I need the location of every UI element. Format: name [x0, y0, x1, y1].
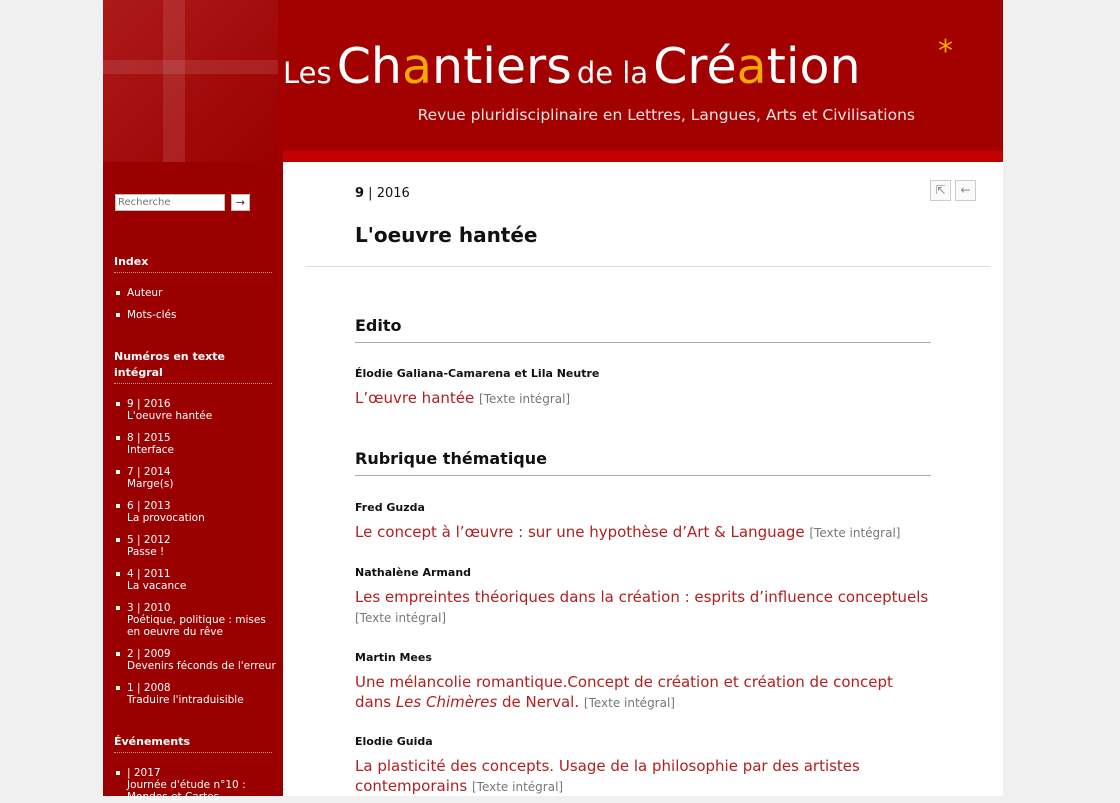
article-title-link[interactable]: L’œuvre hantée — [355, 389, 475, 407]
nav-previous-button[interactable] — [955, 180, 976, 201]
site-title-link[interactable] — [283, 34, 953, 95]
issue-link[interactable] — [116, 500, 276, 524]
issue-link[interactable] — [116, 648, 276, 672]
header-decoration-bar — [163, 0, 185, 162]
article-author[interactable]: Fred Guzda — [355, 501, 425, 514]
issue-title: Marge(s) — [127, 478, 174, 490]
issue-number: 4 | 2011 — [127, 568, 171, 580]
issue-link[interactable] — [116, 602, 276, 638]
article-title-link[interactable] — [355, 672, 900, 713]
title-word — [653, 38, 860, 95]
header-bottom-strip — [283, 151, 1003, 162]
issues-list — [116, 398, 276, 706]
sidebar-heading-issues — [114, 349, 272, 384]
article-title-link[interactable]: Le concept à l’œuvre : sur une hypothèse d’Art & Language — [355, 523, 805, 541]
article-author[interactable]: Martin Mees — [355, 651, 432, 664]
sidebar-heading-index: Index — [114, 254, 272, 273]
full-text-link[interactable]: [Texte intégral] — [471, 780, 564, 794]
event-date: | 2017 — [127, 767, 161, 779]
arrow-left-icon: ← — [960, 183, 971, 197]
article-title-text: de Nerval. — [497, 693, 580, 711]
site-header — [103, 0, 1003, 162]
site-subtitle: Revue pluridisciplinaire en Lettres, Langues, Arts et Civilisations — [417, 106, 915, 124]
divider — [305, 266, 991, 267]
title-word — [337, 38, 572, 95]
sidebar-heading-events: Événements — [114, 734, 272, 753]
page — [103, 0, 1003, 803]
main-content — [283, 162, 1003, 796]
title-fragment: tion — [766, 38, 861, 95]
article-title-text: Une mélancolie romantique.Concept de création et création de concept dans — [355, 673, 893, 711]
article-entry — [355, 566, 945, 628]
article-title-link[interactable]: Les empreintes théoriques dans la création : esprits d’influence conceptuels — [355, 588, 929, 606]
issue-title: Interface — [127, 444, 175, 456]
header-decoration-bar — [103, 60, 278, 74]
issue-link[interactable] — [116, 398, 276, 422]
title-fragment: Ch — [336, 38, 402, 95]
issue-link[interactable] — [116, 432, 276, 456]
heading-line: Numéros en texte — [114, 350, 225, 363]
article-author[interactable]: Elodie Guida — [355, 735, 433, 748]
event-title: Journée d'étude n°10 : Mondes et Cartes — [127, 779, 246, 803]
event-link[interactable] — [116, 767, 276, 803]
sidebar — [103, 162, 283, 803]
issue-link[interactable] — [116, 682, 276, 706]
nav-up-button[interactable] — [930, 180, 951, 201]
sidebar-item-auteur[interactable] — [116, 287, 276, 299]
issue-number: 7 | 2014 — [127, 466, 171, 478]
title-accent-letter: a — [401, 38, 433, 95]
title-star-icon: * — [938, 34, 953, 69]
issue-number: 3 | 2010 — [127, 602, 171, 614]
arrow-right-icon: → — [235, 196, 246, 209]
sidebar-item-label: Mots-clés — [127, 309, 177, 321]
full-text-link[interactable]: [Texte intégral] — [479, 392, 571, 406]
article-author[interactable]: Élodie Galiana-Camarena et Lila Neutre — [355, 367, 600, 380]
issue-number: 1 | 2008 — [127, 682, 171, 694]
full-text-link[interactable]: [Texte intégral] — [809, 526, 901, 540]
issue-number: 9 | 2016 — [127, 398, 171, 410]
heading-line: intégral — [114, 366, 163, 379]
issue-title: La vacance — [127, 580, 187, 592]
arrow-up-left-icon: ⇱ — [935, 183, 946, 197]
issue-link[interactable] — [116, 466, 276, 490]
issue-number: 9 — [355, 186, 365, 201]
section-heading-edito: Edito — [355, 316, 931, 343]
title-word: Les — [283, 56, 332, 90]
title-fragment: ntiers — [432, 38, 572, 95]
title-word: de la — [576, 56, 649, 90]
section-heading-thematique: Rubrique thématique — [355, 449, 931, 476]
issue-meta — [355, 186, 410, 201]
full-text-link[interactable]: [Texte intégral] — [355, 611, 447, 625]
article-entry — [355, 501, 945, 543]
title-accent-letter: a — [736, 38, 767, 95]
sidebar-item-mots-cles[interactable] — [116, 309, 276, 321]
issue-number: 5 | 2012 — [127, 534, 171, 546]
article-title-emphasis: Les Chimères — [395, 693, 498, 711]
article-entry — [355, 735, 875, 797]
title-fragment: Cré — [653, 38, 737, 95]
events-list — [116, 767, 276, 803]
index-list — [116, 287, 276, 321]
issue-title: L'oeuvre hantée — [127, 410, 213, 422]
issue-title: Devenirs féconds de l'erreur — [127, 660, 276, 672]
page-title: L'oeuvre hantée — [355, 223, 538, 247]
full-text-link[interactable]: [Texte intégral] — [583, 696, 675, 710]
article-title-link[interactable]: La plasticité des concepts. Usage de la philosophie par des artistes contemporains — [355, 757, 860, 795]
issue-title: Passe ! — [127, 546, 165, 558]
search-submit-button[interactable] — [231, 194, 250, 211]
issue-title: La provocation — [127, 512, 205, 524]
article-entry — [355, 651, 900, 713]
issue-title: Traduire l'intraduisible — [127, 694, 244, 706]
issue-number: 2 | 2009 — [127, 648, 171, 660]
issue-title: Poétique, politique : mises en oeuvre du rêve — [127, 614, 266, 638]
article-author[interactable]: Nathalène Armand — [355, 566, 472, 579]
issue-year: | 2016 — [364, 186, 410, 201]
issue-link[interactable] — [116, 534, 276, 558]
sidebar-item-label: Auteur — [127, 287, 163, 299]
header-decoration — [103, 0, 278, 162]
search-input[interactable] — [115, 194, 225, 211]
article-entry — [355, 367, 945, 409]
issue-link[interactable] — [116, 568, 276, 592]
issue-number: 8 | 2015 — [127, 432, 171, 444]
issue-number: 6 | 2013 — [127, 500, 171, 512]
